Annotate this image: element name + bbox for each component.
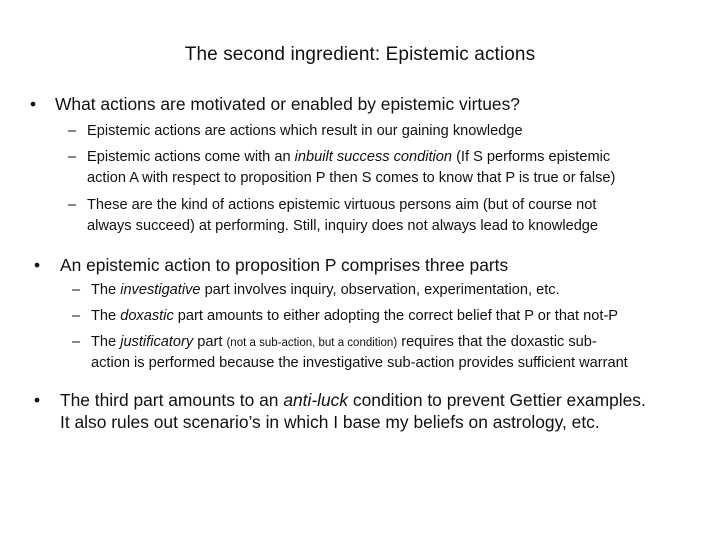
- sub-text-part: part involves inquiry, observation, experimentation, etc.: [200, 282, 560, 298]
- sub-text: These are the kind of actions epistemic virtuous persons aim (but of course not: [87, 197, 597, 213]
- dash-icon: –: [71, 308, 81, 324]
- bullet-icon: •: [33, 390, 41, 410]
- sub-text-continued: always succeed) at performing. Still, inquiry does not always lead to knowledge: [87, 218, 599, 234]
- sub-text-part: The: [91, 282, 121, 298]
- bullet-3-text-continued: It also rules out scenario’s in which I base my beliefs on astrology, etc.: [60, 412, 600, 432]
- sub-text: Epistemic actions are actions which result in our gaining knowledge: [87, 123, 523, 139]
- sub-text: [91, 306, 618, 327]
- bullet-3-part: condition to prevent Gettier examples.: [348, 390, 646, 410]
- sub-text-part: The: [91, 308, 121, 324]
- sub-text-continued: action is performed because the investigative sub-action provides sufficient warrant: [91, 355, 628, 371]
- sub-text-emphasis: inbuilt success condition: [294, 149, 453, 165]
- slide-title: The second ingredient: Epistemic actions: [184, 44, 536, 65]
- sub-text-part: requires that the doxastic sub-: [397, 334, 597, 350]
- dash-icon: –: [71, 334, 81, 350]
- sub-text-part: (If S performs epistemic: [452, 149, 611, 165]
- sub-text-emphasis: investigative: [120, 282, 201, 298]
- bullet-1-text: What actions are motivated or enabled by epistemic virtues?: [55, 94, 520, 114]
- sub-text: [87, 147, 610, 168]
- sub-text: [91, 280, 560, 301]
- sub-text-part: The: [91, 334, 121, 350]
- sub-text-part: part amounts to either adopting the correct belief that P or that not-P: [173, 308, 619, 324]
- bullet-3-part: The third part amounts to an: [60, 390, 284, 410]
- dash-icon: –: [67, 123, 77, 139]
- bullet-icon: •: [33, 255, 41, 275]
- sub-text-emphasis: doxastic: [120, 308, 174, 324]
- sub-text-part: part: [193, 334, 227, 350]
- sub-text-continued: action A with respect to proposition P then S comes to know that P is true or false): [87, 170, 616, 186]
- dash-icon: –: [71, 282, 81, 298]
- bullet-2-text: An epistemic action to proposition P comprises three parts: [60, 255, 509, 275]
- sub-text-small: (not a sub-action, but a condition): [226, 337, 398, 349]
- sub-text: [91, 332, 597, 354]
- bullet-3-text: [60, 389, 646, 411]
- bullet-icon: •: [29, 94, 37, 114]
- dash-icon: –: [67, 149, 77, 165]
- bullet-3-emphasis: anti-luck: [283, 390, 349, 410]
- dash-icon: –: [67, 197, 77, 213]
- sub-text-emphasis: justificatory: [120, 334, 194, 350]
- sub-text-part: Epistemic actions come with an: [87, 149, 295, 165]
